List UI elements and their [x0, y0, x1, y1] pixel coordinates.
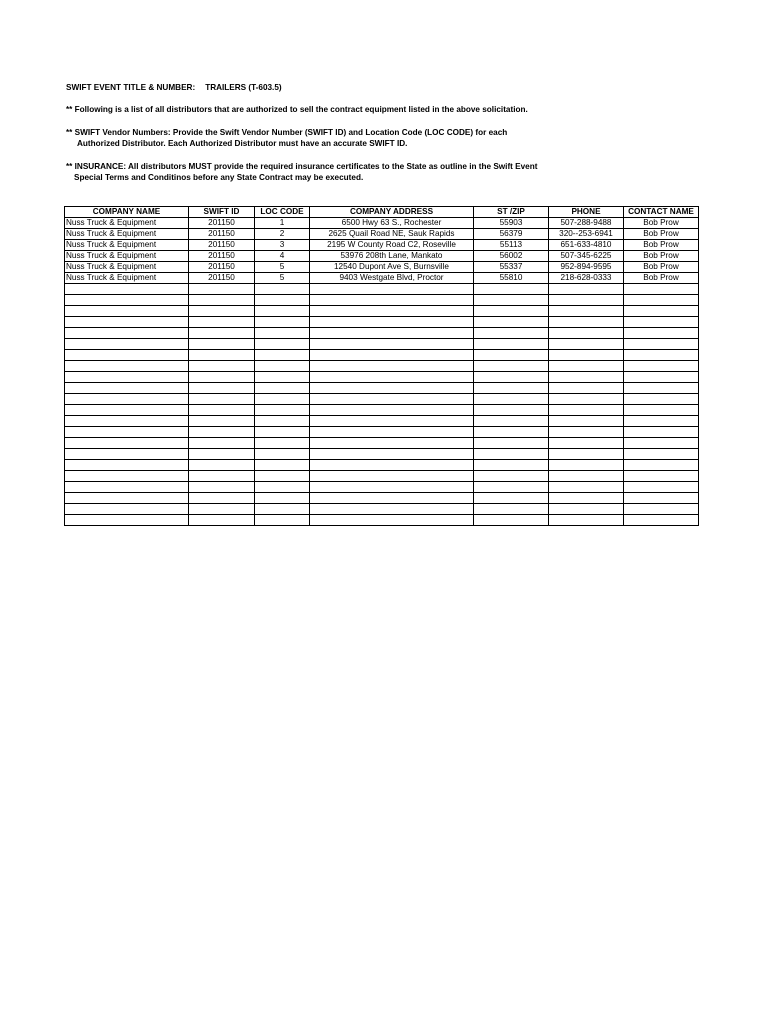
- empty-cell: [474, 416, 549, 427]
- empty-cell: [549, 394, 624, 405]
- empty-cell: [255, 317, 310, 328]
- empty-cell: [549, 339, 624, 350]
- cell-loc-code: 5: [255, 262, 310, 273]
- empty-cell: [255, 295, 310, 306]
- empty-table-row: [65, 460, 699, 471]
- empty-cell: [624, 306, 699, 317]
- empty-cell: [189, 482, 255, 493]
- empty-cell: [189, 306, 255, 317]
- empty-table-row: [65, 295, 699, 306]
- empty-cell: [474, 438, 549, 449]
- empty-cell: [474, 493, 549, 504]
- empty-cell: [310, 460, 474, 471]
- empty-cell: [310, 328, 474, 339]
- distributor-table: [64, 206, 699, 526]
- empty-cell: [310, 350, 474, 361]
- cell-contact-name: Bob Prow: [624, 218, 699, 229]
- empty-cell: [474, 515, 549, 526]
- empty-cell: [255, 515, 310, 526]
- empty-cell: [65, 449, 189, 460]
- empty-cell: [255, 350, 310, 361]
- empty-cell: [310, 339, 474, 350]
- empty-cell: [624, 504, 699, 515]
- empty-cell: [549, 317, 624, 328]
- cell-company-name: Nuss Truck & Equipment: [65, 273, 189, 284]
- empty-cell: [65, 438, 189, 449]
- empty-table-row: [65, 350, 699, 361]
- empty-cell: [65, 295, 189, 306]
- empty-cell: [310, 372, 474, 383]
- empty-cell: [255, 460, 310, 471]
- empty-cell: [474, 504, 549, 515]
- empty-table-row: [65, 416, 699, 427]
- empty-cell: [65, 372, 189, 383]
- empty-cell: [310, 295, 474, 306]
- empty-cell: [474, 328, 549, 339]
- distributor-note: ** Following is a list of all distributors that are authorized to sell the contract equipment listed in the above solicitation.: [66, 105, 528, 114]
- empty-cell: [65, 339, 189, 350]
- empty-cell: [474, 295, 549, 306]
- empty-table-row: [65, 515, 699, 526]
- empty-cell: [549, 460, 624, 471]
- empty-cell: [255, 383, 310, 394]
- empty-cell: [624, 449, 699, 460]
- empty-cell: [549, 427, 624, 438]
- vendor-number-note-line2: Authorized Distributor. Each Authorized Distributor must have an accurate SWIFT ID.: [77, 139, 408, 148]
- empty-cell: [189, 328, 255, 339]
- empty-cell: [549, 361, 624, 372]
- empty-cell: [189, 504, 255, 515]
- empty-table-row: [65, 383, 699, 394]
- cell-company-name: Nuss Truck & Equipment: [65, 218, 189, 229]
- empty-cell: [65, 317, 189, 328]
- empty-table-row: [65, 449, 699, 460]
- column-header-contact-name: CONTACT NAME: [624, 207, 699, 218]
- empty-table-row: [65, 372, 699, 383]
- empty-cell: [65, 427, 189, 438]
- cell-swift-id: 201150: [189, 229, 255, 240]
- cell-swift-id: 201150: [189, 273, 255, 284]
- empty-cell: [255, 416, 310, 427]
- insurance-note-line1: ** INSURANCE: All distributors MUST provide the required insurance certificates to the State as outline in the Swift Event: [66, 162, 538, 171]
- cell-swift-id: 201150: [189, 262, 255, 273]
- empty-cell: [189, 515, 255, 526]
- empty-table-row: [65, 405, 699, 416]
- empty-cell: [474, 471, 549, 482]
- empty-cell: [189, 295, 255, 306]
- empty-cell: [65, 306, 189, 317]
- empty-cell: [310, 438, 474, 449]
- empty-cell: [474, 460, 549, 471]
- cell-contact-name: Bob Prow: [624, 273, 699, 284]
- empty-cell: [624, 394, 699, 405]
- cell-st-zip: 56002: [474, 251, 549, 262]
- empty-cell: [474, 350, 549, 361]
- table-row: [65, 251, 699, 262]
- cell-swift-id: 201150: [189, 240, 255, 251]
- empty-cell: [255, 361, 310, 372]
- empty-cell: [255, 504, 310, 515]
- empty-cell: [255, 284, 310, 295]
- empty-cell: [255, 372, 310, 383]
- empty-cell: [310, 405, 474, 416]
- empty-cell: [310, 504, 474, 515]
- empty-cell: [189, 372, 255, 383]
- empty-cell: [189, 394, 255, 405]
- empty-cell: [624, 427, 699, 438]
- empty-cell: [255, 449, 310, 460]
- cell-company-address: 6500 Hwy 63 S., Rochester: [310, 218, 474, 229]
- empty-cell: [624, 361, 699, 372]
- empty-table-row: [65, 361, 699, 372]
- empty-cell: [624, 416, 699, 427]
- cell-loc-code: 2: [255, 229, 310, 240]
- cell-loc-code: 3: [255, 240, 310, 251]
- table-row: [65, 240, 699, 251]
- empty-cell: [310, 427, 474, 438]
- empty-cell: [549, 493, 624, 504]
- empty-cell: [624, 471, 699, 482]
- empty-cell: [255, 306, 310, 317]
- cell-contact-name: Bob Prow: [624, 262, 699, 273]
- empty-cell: [255, 493, 310, 504]
- empty-cell: [255, 471, 310, 482]
- empty-cell: [310, 361, 474, 372]
- cell-company-name: Nuss Truck & Equipment: [65, 251, 189, 262]
- empty-cell: [189, 438, 255, 449]
- cell-st-zip: 55113: [474, 240, 549, 251]
- empty-cell: [255, 427, 310, 438]
- empty-cell: [65, 515, 189, 526]
- empty-table-row: [65, 394, 699, 405]
- empty-cell: [624, 438, 699, 449]
- empty-cell: [549, 383, 624, 394]
- empty-cell: [474, 482, 549, 493]
- event-title-line: [66, 83, 282, 93]
- cell-company-address: 2195 W County Road C2, Roseville: [310, 240, 474, 251]
- empty-cell: [310, 306, 474, 317]
- empty-cell: [624, 482, 699, 493]
- event-title-value: TRAILERS (T-603.5): [205, 83, 282, 92]
- column-header-company-address: COMPANY ADDRESS: [310, 207, 474, 218]
- empty-cell: [65, 405, 189, 416]
- empty-table-row: [65, 482, 699, 493]
- empty-cell: [549, 482, 624, 493]
- cell-contact-name: Bob Prow: [624, 240, 699, 251]
- empty-table-row: [65, 284, 699, 295]
- empty-cell: [624, 493, 699, 504]
- empty-cell: [474, 306, 549, 317]
- empty-cell: [310, 416, 474, 427]
- table-row: [65, 273, 699, 284]
- column-header-company-name: COMPANY NAME: [65, 207, 189, 218]
- empty-cell: [549, 471, 624, 482]
- empty-cell: [189, 427, 255, 438]
- column-header-phone: PHONE: [549, 207, 624, 218]
- cell-st-zip: 55337: [474, 262, 549, 273]
- cell-company-name: Nuss Truck & Equipment: [65, 229, 189, 240]
- empty-cell: [65, 504, 189, 515]
- empty-cell: [189, 493, 255, 504]
- empty-cell: [474, 372, 549, 383]
- empty-table-row: [65, 427, 699, 438]
- empty-cell: [65, 284, 189, 295]
- column-header-loc-code: LOC CODE: [255, 207, 310, 218]
- empty-cell: [255, 438, 310, 449]
- empty-cell: [65, 482, 189, 493]
- empty-cell: [474, 339, 549, 350]
- empty-cell: [474, 361, 549, 372]
- empty-cell: [474, 405, 549, 416]
- empty-cell: [189, 460, 255, 471]
- cell-contact-name: Bob Prow: [624, 229, 699, 240]
- empty-cell: [549, 449, 624, 460]
- empty-table-row: [65, 504, 699, 515]
- empty-cell: [549, 405, 624, 416]
- vendor-number-note-line1: ** SWIFT Vendor Numbers: Provide the Swift Vendor Number (SWIFT ID) and Location Code (LOC CODE) for each: [66, 128, 508, 137]
- empty-cell: [189, 416, 255, 427]
- empty-cell: [549, 284, 624, 295]
- empty-cell: [549, 438, 624, 449]
- empty-cell: [474, 427, 549, 438]
- empty-cell: [65, 394, 189, 405]
- empty-cell: [474, 383, 549, 394]
- empty-cell: [255, 482, 310, 493]
- empty-cell: [310, 284, 474, 295]
- table-header-row: [65, 207, 699, 218]
- cell-loc-code: 5: [255, 273, 310, 284]
- column-header-st-zip: ST /ZIP: [474, 207, 549, 218]
- empty-cell: [189, 471, 255, 482]
- empty-cell: [474, 317, 549, 328]
- cell-phone: 320--253-6941: [549, 229, 624, 240]
- cell-swift-id: 201150: [189, 218, 255, 229]
- empty-cell: [65, 350, 189, 361]
- empty-table-row: [65, 328, 699, 339]
- cell-loc-code: 4: [255, 251, 310, 262]
- empty-cell: [65, 471, 189, 482]
- empty-cell: [255, 405, 310, 416]
- empty-table-row: [65, 493, 699, 504]
- empty-cell: [310, 383, 474, 394]
- empty-cell: [310, 482, 474, 493]
- empty-cell: [549, 372, 624, 383]
- empty-cell: [474, 394, 549, 405]
- empty-cell: [189, 449, 255, 460]
- empty-cell: [624, 515, 699, 526]
- empty-cell: [65, 383, 189, 394]
- cell-phone: 651-633-4810: [549, 240, 624, 251]
- empty-cell: [624, 372, 699, 383]
- empty-cell: [65, 460, 189, 471]
- empty-table-row: [65, 339, 699, 350]
- empty-cell: [65, 361, 189, 372]
- empty-cell: [624, 460, 699, 471]
- empty-cell: [255, 328, 310, 339]
- empty-cell: [65, 328, 189, 339]
- cell-loc-code: 1: [255, 218, 310, 229]
- empty-cell: [310, 493, 474, 504]
- empty-cell: [189, 317, 255, 328]
- empty-table-row: [65, 471, 699, 482]
- empty-cell: [549, 306, 624, 317]
- empty-cell: [189, 361, 255, 372]
- cell-company-address: 53976 208th Lane, Mankato: [310, 251, 474, 262]
- cell-company-name: Nuss Truck & Equipment: [65, 240, 189, 251]
- empty-cell: [255, 394, 310, 405]
- event-title-label: SWIFT EVENT TITLE & NUMBER:: [66, 83, 196, 92]
- cell-phone: 218-628-0333: [549, 273, 624, 284]
- empty-cell: [624, 317, 699, 328]
- cell-phone: 952-894-9595: [549, 262, 624, 273]
- cell-st-zip: 56379: [474, 229, 549, 240]
- empty-cell: [310, 515, 474, 526]
- empty-cell: [549, 350, 624, 361]
- cell-contact-name: Bob Prow: [624, 251, 699, 262]
- empty-cell: [624, 328, 699, 339]
- empty-cell: [474, 449, 549, 460]
- empty-table-row: [65, 317, 699, 328]
- cell-company-address: 12540 Dupont Ave S, Burnsville: [310, 262, 474, 273]
- empty-cell: [474, 284, 549, 295]
- cell-company-name: Nuss Truck & Equipment: [65, 262, 189, 273]
- empty-cell: [65, 416, 189, 427]
- empty-table-row: [65, 306, 699, 317]
- table-body: [65, 218, 699, 526]
- cell-phone: 507-288-9488: [549, 218, 624, 229]
- empty-cell: [189, 350, 255, 361]
- empty-cell: [624, 284, 699, 295]
- table-row: [65, 218, 699, 229]
- empty-cell: [310, 471, 474, 482]
- empty-cell: [310, 394, 474, 405]
- empty-cell: [624, 405, 699, 416]
- empty-cell: [189, 405, 255, 416]
- empty-cell: [310, 449, 474, 460]
- empty-cell: [624, 339, 699, 350]
- empty-cell: [189, 284, 255, 295]
- empty-table-row: [65, 438, 699, 449]
- cell-st-zip: 55903: [474, 218, 549, 229]
- empty-cell: [549, 504, 624, 515]
- cell-phone: 507-345-6225: [549, 251, 624, 262]
- empty-cell: [549, 416, 624, 427]
- empty-cell: [255, 339, 310, 350]
- empty-cell: [189, 383, 255, 394]
- cell-swift-id: 201150: [189, 251, 255, 262]
- empty-cell: [549, 295, 624, 306]
- empty-cell: [624, 383, 699, 394]
- empty-cell: [549, 515, 624, 526]
- insurance-note-line2: Special Terms and Conditinos before any State Contract may be executed.: [74, 173, 364, 182]
- cell-company-address: 2625 Quail Road NE, Sauk Rapids: [310, 229, 474, 240]
- empty-cell: [549, 328, 624, 339]
- empty-cell: [310, 317, 474, 328]
- column-header-swift-id: SWIFT ID: [189, 207, 255, 218]
- empty-cell: [65, 493, 189, 504]
- table-row: [65, 229, 699, 240]
- empty-cell: [624, 350, 699, 361]
- empty-cell: [624, 295, 699, 306]
- cell-st-zip: 55810: [474, 273, 549, 284]
- table-row: [65, 262, 699, 273]
- cell-company-address: 9403 Westgate Blvd, Proctor: [310, 273, 474, 284]
- empty-cell: [189, 339, 255, 350]
